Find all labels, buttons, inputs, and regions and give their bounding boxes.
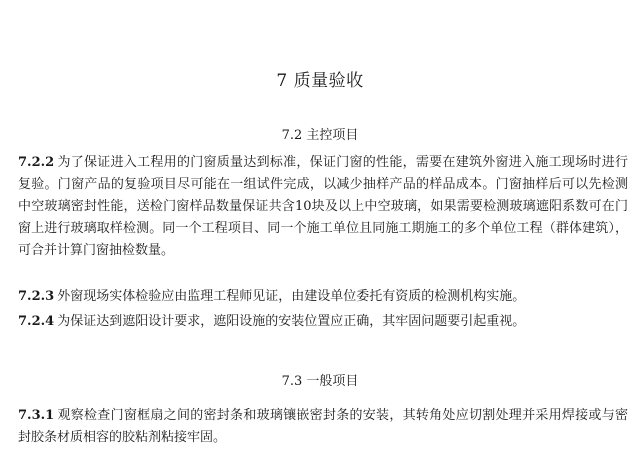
clause-7-2-2 (18, 152, 628, 262)
clause-number: 7.2.3 (18, 289, 55, 304)
chapter-title: 7 质量验收 (276, 71, 364, 91)
clause-number: 7.2.4 (18, 314, 55, 329)
clause-7-2-3 (18, 286, 628, 308)
clause-text: 为保证达到遮阳设计要求，遮阳设施的安装位置应正确，其牢固问题要引起重视。 (57, 314, 526, 329)
clause-7-3-1 (18, 405, 628, 449)
clause-text: 为了保证进入工程用的门窗质量达到标准，保证门窗的性能，需要在建筑外窗进入施工现场时进行复验。门窗产品的复验项目尽可能在一组试件完成，以减少抽样产品的样品成本。门窗抽样后可以先检测中空玻璃密封性能，送检门窗样品数量保证共含10块及以上中空玻璃，如果需要检测玻璃遮阳系数可在门窗上进行玻璃取样检测。同一个工程项目、同一个施工单位且同施工期施工的多个单位工程（群体建筑），可合并计算门窗抽检数量。 (18, 155, 628, 258)
clause-7-2-4 (18, 311, 628, 333)
clause-number: 7.2.2 (18, 155, 55, 170)
clause-text: 观察检查门窗框扇之间的密封条和玻璃镶嵌密封条的安装，其转角处应切割处理并采用焊接或与密封胶条材质相容的胶粘剂粘接牢固。 (18, 408, 628, 445)
section-title-main-control: 7.2 主控项目 (281, 128, 359, 143)
clause-number: 7.3.1 (18, 408, 55, 423)
section-title-general: 7.3 一般项目 (281, 374, 359, 389)
clause-text: 外窗现场实体检验应由监理工程师见证，由建设单位委托有资质的检测机构实施。 (57, 289, 526, 304)
